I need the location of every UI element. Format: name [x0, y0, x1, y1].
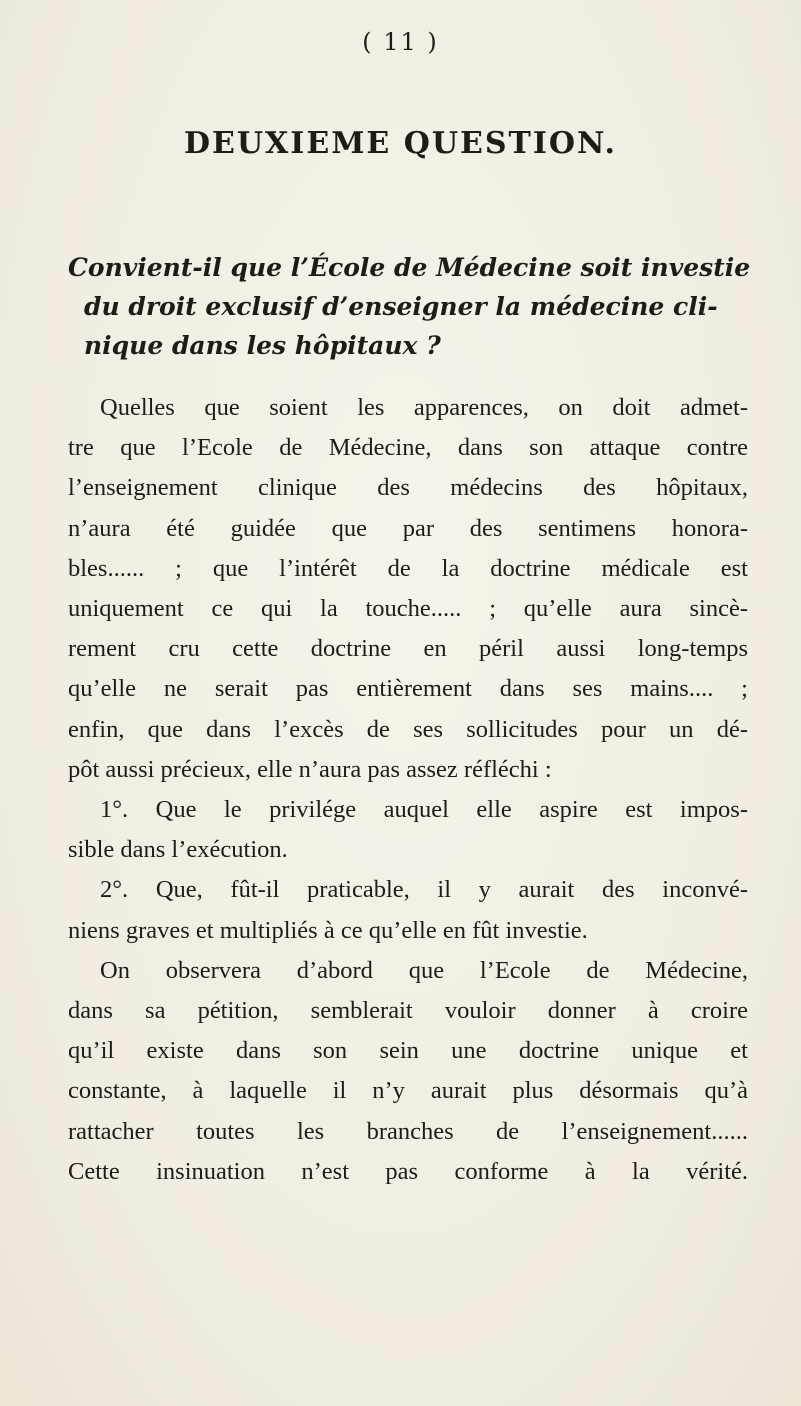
body-line: constante, à laquelle il n’y aurait plus désormais qu’à	[68, 1077, 748, 1105]
body-line: On observera d’abord que l’Ecole de Médecine,	[100, 956, 748, 984]
body-line: uniquement ce qui la touche..... ; qu’elle aura sincè-	[68, 595, 748, 623]
body-line: bles...... ; que l’intérêt de la doctrine médicale est	[68, 554, 748, 582]
body-line: tre que l’Ecole de Médecine, dans son attaque contre	[68, 434, 748, 462]
body-line: Quelles que soient les apparences, on doit admet-	[100, 394, 748, 421]
body-line: l’enseignement clinique des médecins des hôpitaux,	[68, 474, 748, 502]
body-line: sible dans l’exécution.	[68, 836, 288, 864]
body-paragraphs	[68, 388, 748, 1192]
body-line: n’aura été guidée que par des sentimens honora-	[68, 514, 748, 542]
question-text	[68, 248, 751, 365]
body-line: enfin, que dans l’excès de ses sollicitudes pour un dé-	[68, 715, 748, 743]
question-line: du droit exclusif d’enseigner la médecine cli-	[84, 292, 718, 321]
body-line: qu’elle ne serait pas entièrement dans ses mains.... ;	[68, 675, 748, 703]
question-line: Convient-il que l’École de Médecine soit investie	[68, 253, 751, 282]
body-line: dans sa pétition, semblerait vouloir donner à croire	[68, 997, 748, 1025]
body-line: Cette insinuation n’est pas conforme à la vérité.	[68, 1157, 748, 1185]
section-heading: DEUXIEME QUESTION.	[183, 126, 617, 161]
body-line: niens graves et multipliés à ce qu’elle en fût investie.	[68, 916, 588, 944]
question-line: nique dans les hôpitaux ?	[84, 331, 441, 360]
page-number: ( 11 )	[362, 28, 439, 56]
body-line: 2°. Que, fût-il praticable, il y aurait des inconvé-	[100, 876, 748, 904]
body-line: 1°. Que le privilége auquel elle aspire est impos-	[100, 796, 748, 824]
body-line: qu’il existe dans son sein une doctrine unique et	[68, 1037, 748, 1065]
body-line: rattacher toutes les branches de l’enseignement......	[68, 1117, 748, 1145]
body-line: pôt aussi précieux, elle n’aura pas assez réfléchi :	[68, 755, 552, 783]
body-line: rement cru cette doctrine en péril aussi long-temps	[68, 635, 748, 663]
